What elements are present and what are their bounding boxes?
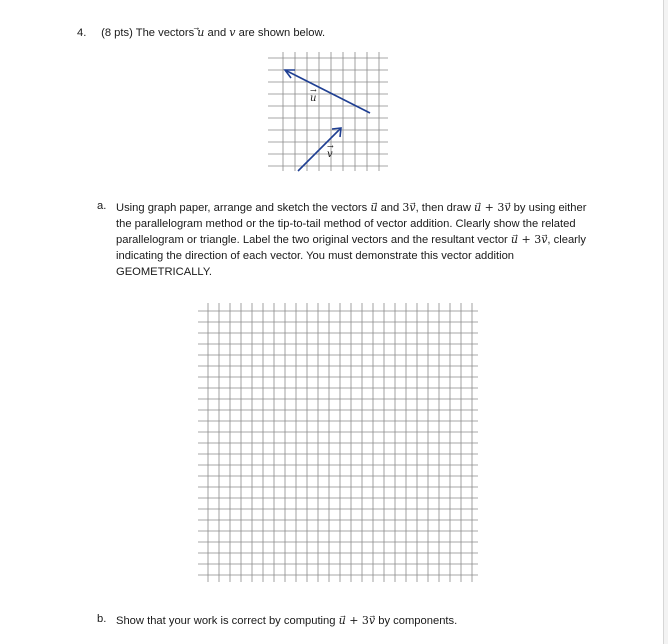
v-label-text: v (327, 149, 333, 160)
sum-expression-3: u + 3v (338, 614, 376, 627)
vector-v-symbol: v (229, 26, 236, 39)
part-a-letter: a. (97, 200, 107, 212)
question-heading (77, 26, 325, 39)
vector-u-label (310, 86, 317, 104)
question-number: 4. (77, 27, 87, 39)
u-label-text: u (310, 93, 317, 104)
vector-u-symbol: u (370, 201, 378, 214)
part-b (97, 613, 457, 629)
graph-paper (198, 303, 478, 583)
vector-v-label (327, 142, 334, 160)
part-a (97, 200, 587, 280)
vector-figure (266, 52, 390, 174)
part-b-letter: b. (97, 613, 107, 625)
vector-u-arrow (285, 70, 370, 113)
sum-expression-1: u + 3v (474, 201, 511, 214)
question-intro-before: The vectors (135, 27, 195, 39)
svg-text:→: → (310, 86, 317, 95)
sum-expression-2: u + 3v (510, 233, 548, 246)
question-points: (8 pts) (101, 27, 133, 39)
three-v-symbol: 3v (402, 201, 416, 214)
part-a-text: Using graph paper, arrange and sketch the vectors u⃗ and 3v, then draw u + 3v by using either the parallelogram method or the tip-to-tail method of vector addition. Clearly show the related parallelogram or triangle. Label the two original vectors and the resultant vector u + 3v, clearly indicating the direction of each vector. You must demonstrate this vector addition GEOMETRICALLY. (116, 201, 587, 278)
question-intro-after: are shown below. (238, 27, 326, 39)
svg-text:→: → (327, 142, 334, 151)
question-and: and (207, 27, 227, 39)
part-b-text: Show that your work is correct by computing u + 3v by components. (116, 614, 458, 627)
vector-u-symbol: u (197, 26, 205, 39)
vector-v-arrow (298, 128, 341, 171)
